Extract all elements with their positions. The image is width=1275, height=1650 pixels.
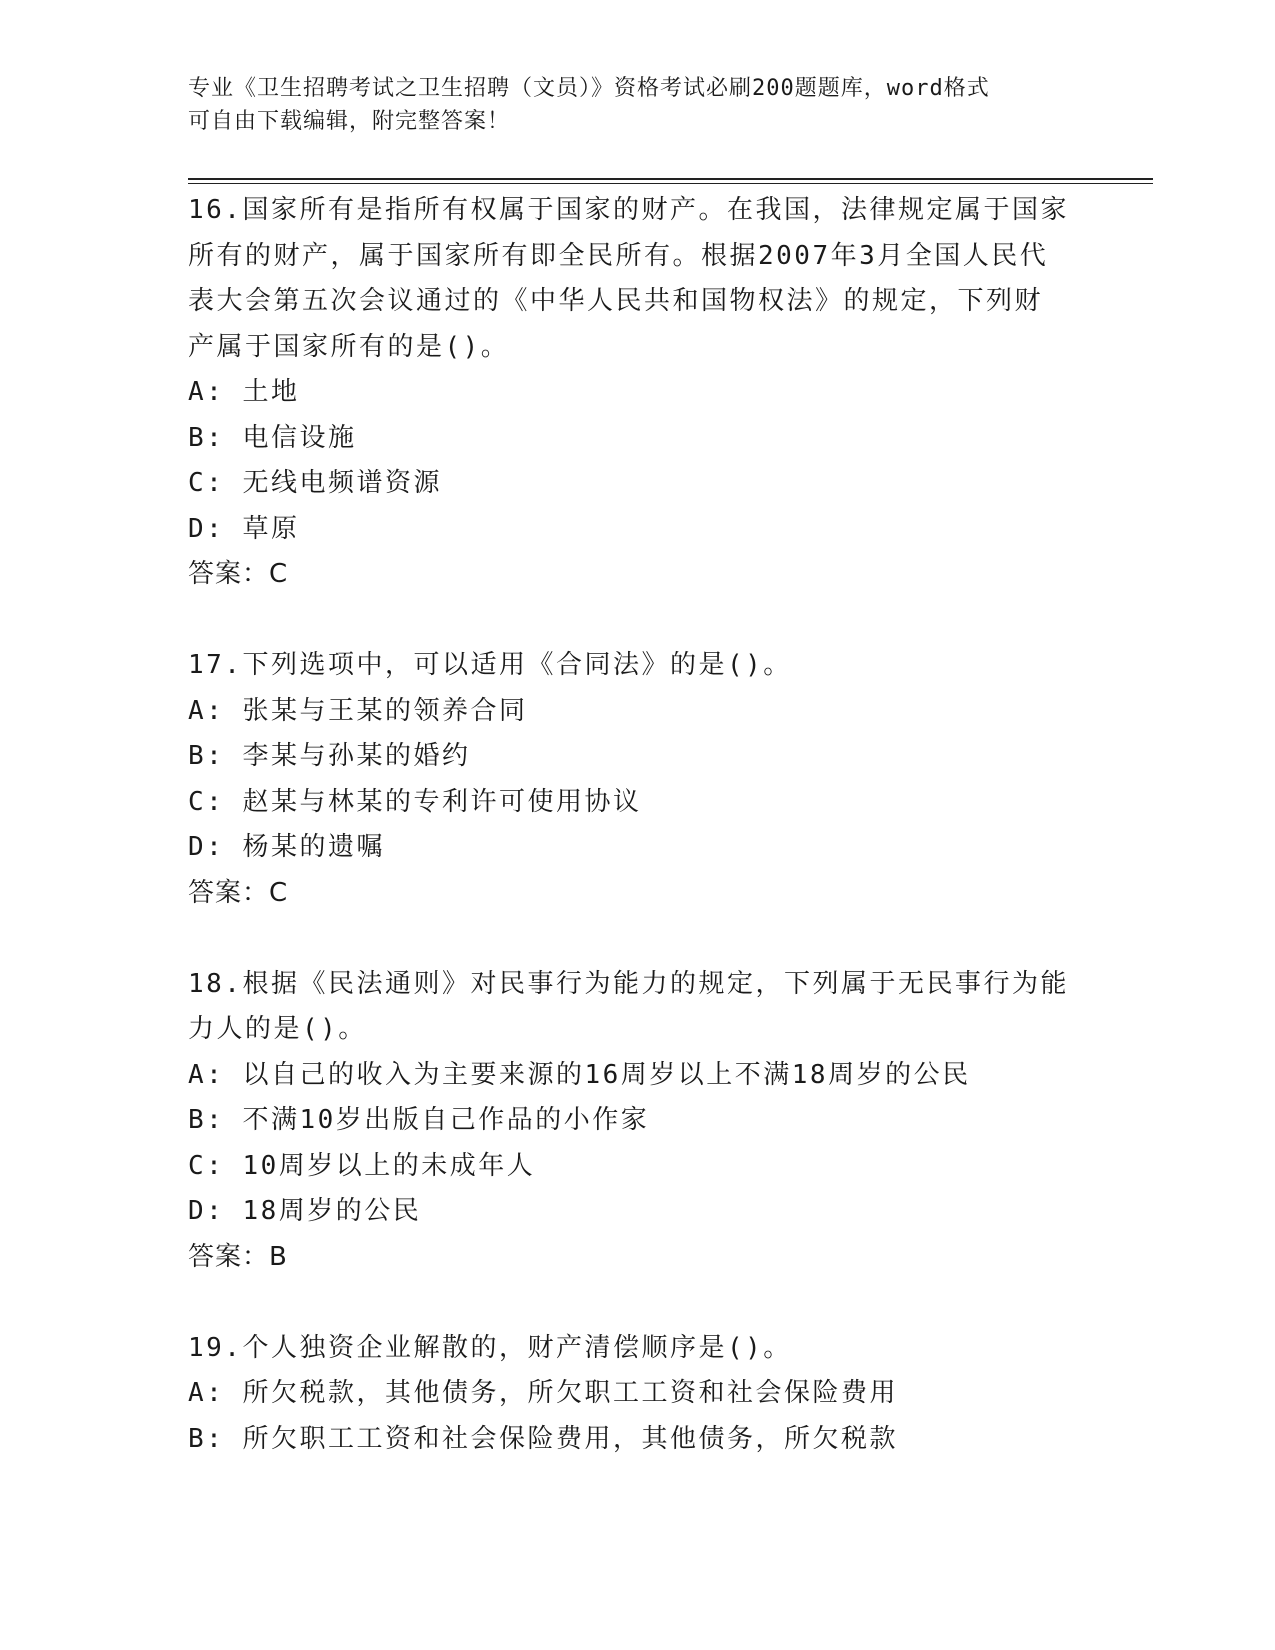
question-19 bbox=[188, 1326, 1088, 1463]
question-text-line: 16.国家所有是指所有权属于国家的财产。在我国，法律规定属于国家 bbox=[188, 195, 1069, 225]
header-line-1: 专业《卫生招聘考试之卫生招聘（文员）》资格考试必刷200题题库，word格式 bbox=[188, 76, 990, 101]
spacer bbox=[188, 916, 1088, 962]
option-d: D: 18周岁的公民 bbox=[188, 1196, 422, 1226]
option-a: A: 土地 bbox=[188, 377, 300, 407]
option-b: B: 所欠职工工资和社会保险费用，其他债务，所欠税款 bbox=[188, 1423, 898, 1454]
spacer bbox=[188, 1280, 1088, 1326]
option-d: D: 杨某的遗嘱 bbox=[188, 832, 385, 862]
question-text-line: 19.个人独资企业解散的，财产清偿顺序是()。 bbox=[188, 1332, 792, 1363]
option-b: B: 电信设施 bbox=[188, 422, 357, 453]
option-d: D: 草原 bbox=[188, 513, 300, 544]
question-text-line: 表大会第五次会议通过的《中华人民共和国物权法》的规定，下列财 bbox=[188, 286, 1044, 316]
question-text-line: 17.下列选项中，可以适用《合同法》的是()。 bbox=[188, 650, 792, 680]
answer-line: 答案：C bbox=[188, 559, 289, 589]
spacer bbox=[188, 598, 1088, 644]
option-c: C: 10周岁以上的未成年人 bbox=[188, 1150, 536, 1181]
header-divider-thin bbox=[188, 183, 1153, 184]
option-a: A: 张某与王某的领养合同 bbox=[188, 695, 528, 726]
header-divider-thick bbox=[188, 178, 1153, 180]
header-line-2: 可自由下载编辑，附完整答案！ bbox=[188, 109, 511, 134]
option-c: C: 赵某与林某的专利许可使用协议 bbox=[188, 786, 642, 817]
option-a: A: 以自己的收入为主要来源的16周岁以上不满18周岁的公民 bbox=[188, 1059, 971, 1090]
question-16 bbox=[188, 188, 1088, 598]
question-text-line: 所有的财产，属于国家所有即全民所有。根据2007年3月全国人民代 bbox=[188, 240, 1049, 271]
question-text-line: 力人的是()。 bbox=[188, 1014, 367, 1044]
option-b: B: 不满10岁出版自己作品的小作家 bbox=[188, 1105, 650, 1135]
answer-line: 答案：C bbox=[188, 877, 289, 908]
document-header bbox=[188, 72, 1088, 138]
question-text-line: 产属于国家所有的是()。 bbox=[188, 331, 510, 362]
question-18 bbox=[188, 962, 1088, 1281]
option-a: A: 所欠税款，其他债务，所欠职工工资和社会保险费用 bbox=[188, 1378, 898, 1408]
option-b: B: 李某与孙某的婚约 bbox=[188, 741, 471, 771]
answer-line: 答案：B bbox=[188, 1241, 288, 1272]
question-17 bbox=[188, 643, 1088, 916]
questions-body bbox=[188, 188, 1088, 1462]
option-c: C: 无线电频谱资源 bbox=[188, 468, 442, 498]
question-text-line: 18.根据《民法通则》对民事行为能力的规定，下列属于无民事行为能 bbox=[188, 968, 1069, 999]
